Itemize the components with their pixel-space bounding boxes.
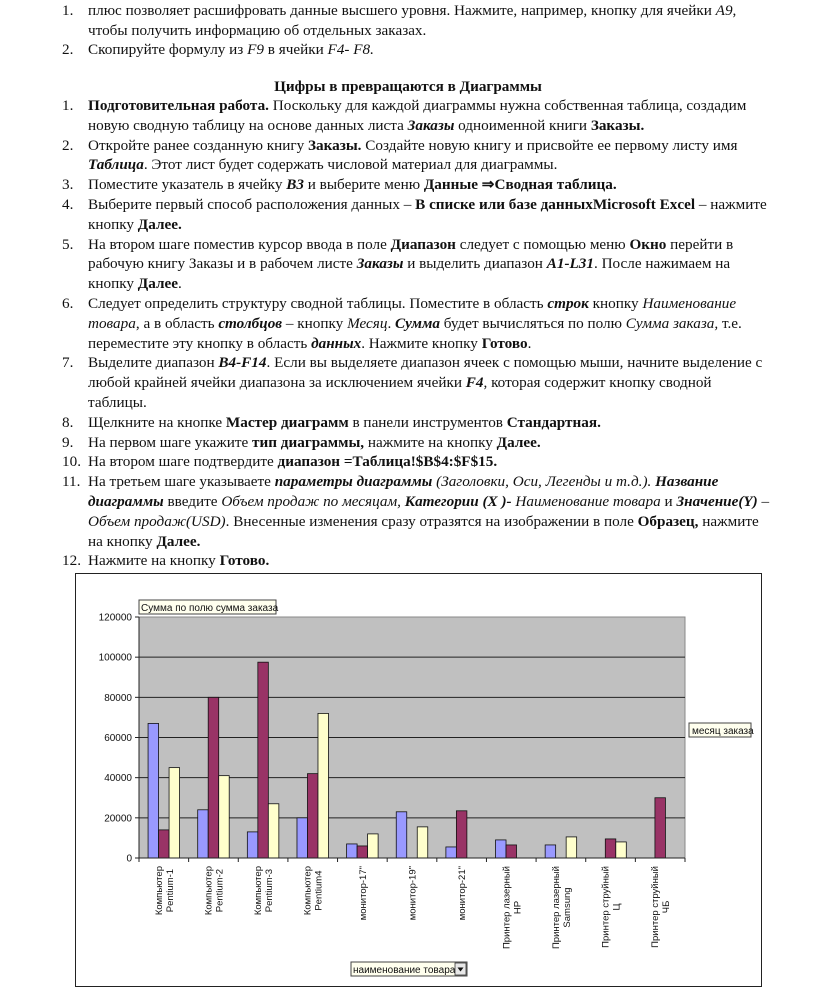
text-line <box>88 116 644 136</box>
text-run: Скопируйте формулу из <box>88 41 248 58</box>
text-run: товара <box>88 314 136 332</box>
category-label <box>457 866 468 920</box>
text-run: нажмите <box>698 512 759 530</box>
text-run: . Внесенные изменения сразу отразятся на изображении в поле <box>225 512 638 530</box>
category-label <box>501 866 523 949</box>
bar-series-3 <box>368 834 379 858</box>
text-line <box>88 254 730 274</box>
text-run: Сумма <box>395 314 440 332</box>
text-run: будет вычисляться по полю <box>439 314 626 332</box>
text-run: . <box>387 314 396 332</box>
bar-series-2 <box>159 830 170 858</box>
pivot-chart <box>75 573 762 987</box>
text-line <box>88 215 182 235</box>
category-label <box>650 866 672 948</box>
text-line <box>88 413 601 433</box>
text-run: Выберите первый способ расположения данных – <box>88 196 416 213</box>
text-run: Таблица <box>88 156 144 174</box>
text-line <box>88 492 769 512</box>
category-label-line: Ц <box>611 903 623 911</box>
text-run: Создайте новую книгу и присвойте ее первому листу имя <box>361 136 738 154</box>
text-run: F4- F8. <box>327 41 374 58</box>
text-run: Готово. <box>219 552 270 570</box>
text-run: и выделить диапазон <box>403 255 547 273</box>
data-field-button[interactable] <box>139 600 279 614</box>
category-label <box>358 866 369 920</box>
text-run: чтобы получить информацию об отдельных заказах. <box>88 21 427 39</box>
bar-series-3 <box>318 713 329 858</box>
text-run: , которая содержит кнопку сводной <box>483 374 712 392</box>
text-run: F9 <box>247 41 264 58</box>
text-run: Заказы <box>356 255 404 273</box>
category-label-line: Pentium-1 <box>164 868 176 913</box>
text-line <box>88 353 762 373</box>
text-run: Подготовительная работа. <box>88 97 269 114</box>
list-number: 12. <box>62 552 81 570</box>
text-run: рабочую книгу Заказы и в рабочем листе <box>88 255 357 273</box>
text-line <box>88 532 200 552</box>
text-run: B3 <box>286 176 304 194</box>
bar-series-1 <box>198 810 209 858</box>
text-run: Заказы. <box>308 136 362 154</box>
text-line <box>88 512 759 532</box>
list-number: 11. <box>62 473 81 491</box>
text-run: В списке или базе данныхMicrosoft Excel <box>415 196 696 213</box>
category-label <box>551 866 573 949</box>
category-label-line: ЧБ <box>661 900 673 914</box>
text-run: Мастер диаграмм <box>225 413 349 431</box>
category-label-line: Принтер струйный <box>600 866 612 948</box>
bar-series-2 <box>258 662 269 858</box>
text-run: плюс позволяет расшифровать данные высшего уровня. Нажмите, например, кнопку для ячейки <box>88 2 716 19</box>
bar-series-1 <box>247 832 258 858</box>
list-number: 1. <box>62 97 74 114</box>
bar-series-2 <box>605 839 616 858</box>
text-run: в панели инструментов <box>348 413 507 431</box>
y-tick-label: 120000 <box>98 612 132 624</box>
category-label <box>253 866 275 915</box>
category-label-line: Компьютер <box>253 866 265 916</box>
text-run: нажмите на кнопку <box>364 433 497 451</box>
category-label <box>303 866 325 915</box>
text-run: Далее <box>137 275 178 293</box>
series-field-button[interactable] <box>689 723 754 737</box>
text-line <box>88 472 718 492</box>
text-run: Значение(Y) <box>676 493 758 510</box>
y-tick-label: 80000 <box>104 692 132 704</box>
category-label-line: монитор-19" <box>407 866 419 921</box>
text-run: Наименование товара <box>511 493 661 510</box>
bar-series-3 <box>616 842 627 858</box>
text-run: . Этот лист будет содержать числовой материал для диаграммы. <box>143 156 558 174</box>
list-number: 1. <box>62 2 74 19</box>
category-field-button-label: наименование товара <box>353 965 456 976</box>
bar-series-2 <box>655 798 666 858</box>
y-tick-label: 60000 <box>104 733 132 744</box>
text-run: Поместите указатель в ячейку <box>88 176 287 194</box>
y-tick-label: 0 <box>126 853 132 865</box>
text-run: в ячейки <box>263 41 328 58</box>
category-label-line: Принтер лазерный <box>550 866 562 950</box>
text-run: данных <box>311 334 362 352</box>
bar-series-1 <box>297 818 308 858</box>
text-run: Поскольку для каждой диаграммы нужна собственная таблица, создадим <box>268 97 747 114</box>
text-run: Следует определить структуру сводной таблицы. Поместите в область <box>88 295 548 312</box>
text-line <box>88 1 736 21</box>
text-run: На третьем шаге указываете <box>88 473 275 491</box>
text-run: Данные ⇒Сводная таблица. <box>423 176 617 194</box>
text-run: следует с помощью меню <box>455 235 630 253</box>
text-run: – нажмите <box>695 196 767 213</box>
text-run: диапазон =Таблица!$B$4:$F$15. <box>277 453 498 471</box>
list-number: 2. <box>62 136 74 154</box>
text-run: . Если вы выделяете диапазон ячеек с помощью мыши, начните выделение с <box>266 354 763 372</box>
text-line <box>88 334 531 354</box>
text-run: Нажмите на кнопку <box>88 552 220 570</box>
text-line <box>88 452 497 472</box>
list-number: 7. <box>62 354 74 372</box>
text-run: Название <box>655 473 719 491</box>
bar-series-3 <box>417 827 428 858</box>
bar-series-2 <box>357 846 368 858</box>
bar-series-1 <box>446 847 457 858</box>
text-run: Месяц <box>347 314 388 332</box>
text-run: диаграммы <box>88 493 164 510</box>
text-run: Сумма заказа, <box>625 314 719 332</box>
text-line <box>88 551 269 571</box>
list-number: 2. <box>62 41 74 58</box>
text-run: новую сводную таблицу на основе данных листа <box>88 116 408 134</box>
text-run: На втором шаге поместив курсор ввода в поле <box>88 235 391 253</box>
text-run: Стандартная. <box>506 413 601 431</box>
category-label-line: Компьютер <box>153 866 165 916</box>
list-number: 6. <box>62 295 74 312</box>
text-run: кнопку <box>588 295 643 312</box>
text-line <box>88 373 712 393</box>
bar-series-3 <box>566 837 577 858</box>
text-line <box>88 175 617 195</box>
category-label-line: Принтер лазерный <box>501 866 513 950</box>
text-run: Наименование <box>642 295 737 312</box>
text-run: . <box>527 334 532 352</box>
text-run: Откройте ранее созданную книгу <box>88 136 308 154</box>
list-number: 4. <box>62 196 74 213</box>
bar-series-2 <box>208 697 219 858</box>
category-label <box>203 866 225 915</box>
text-run: Далее. <box>156 532 201 550</box>
text-run: Заказы <box>407 116 455 134</box>
category-label <box>154 866 176 915</box>
text-run: строк <box>547 295 589 312</box>
text-run: , <box>732 2 737 19</box>
text-run: B4-F14 <box>218 354 267 372</box>
text-run: на кнопку <box>88 532 157 550</box>
text-line <box>88 195 767 215</box>
text-line <box>88 314 742 334</box>
text-run: . После нажимаем на <box>593 255 731 273</box>
bar-series-1 <box>347 844 358 858</box>
section-heading: Цифры в превращаются в Диаграммы <box>274 78 542 95</box>
text-run: столбцов <box>218 314 283 332</box>
category-label-line: Принтер струйный <box>650 866 662 948</box>
text-run: тип диаграммы, <box>252 433 365 451</box>
text-run: Далее. <box>496 433 541 451</box>
text-run: Окно <box>629 235 667 253</box>
text-run: F4 <box>465 374 484 392</box>
bar-series-2 <box>456 811 467 858</box>
category-label-line: HP <box>512 900 524 915</box>
category-label-line: Компьютер <box>302 866 314 916</box>
list-number: 9. <box>62 433 74 451</box>
text-run: Диапазон <box>390 235 456 253</box>
text-run: Выделите диапазон <box>88 354 219 372</box>
bar-series-1 <box>396 812 407 858</box>
text-run: кнопку <box>88 275 138 293</box>
text-run: любой крайней ячейки диапазона за исключением ячейки <box>88 374 466 392</box>
text-run: . Нажмите кнопку <box>361 334 482 352</box>
text-run: – кнопку <box>282 314 348 332</box>
y-tick-label: 20000 <box>104 813 132 825</box>
text-run: A9 <box>715 2 733 19</box>
bar-series-1 <box>148 723 159 858</box>
text-line <box>88 393 147 413</box>
list-number: 10. <box>62 453 81 471</box>
text-run: Готово <box>481 334 528 352</box>
text-line <box>88 433 541 453</box>
list-number: 5. <box>62 235 74 253</box>
category-label-line: монитор-17" <box>357 866 369 921</box>
text-line <box>88 235 733 255</box>
bar-series-2 <box>307 774 318 858</box>
text-run: Заказы. <box>590 116 645 134</box>
y-tick-label: 100000 <box>98 652 132 664</box>
text-run: – <box>757 493 770 510</box>
bar-series-3 <box>268 804 279 858</box>
bar-series-3 <box>169 768 180 858</box>
text-run: параметры диаграммы <box>274 473 433 491</box>
text-run: одноименной книги <box>454 116 591 134</box>
text-run: т.е. <box>718 314 742 332</box>
text-run: . <box>177 275 182 293</box>
text-run: перейти в <box>666 235 734 253</box>
text-line <box>88 294 736 314</box>
category-label-line: Samsung <box>561 887 573 928</box>
text-run: переместите эту кнопку в область <box>88 334 312 352</box>
category-label-line: Pentium4 <box>313 870 325 911</box>
category-label-line: Pentium-2 <box>214 868 226 913</box>
category-labels <box>154 866 672 949</box>
text-run: , а в область <box>135 314 219 332</box>
text-line <box>88 21 426 41</box>
bar-series-3 <box>219 776 230 858</box>
bar-series-1 <box>496 840 507 858</box>
data-field-button-label: Сумма по полю сумма заказа <box>141 603 279 614</box>
text-line <box>88 274 182 294</box>
category-label-line: Компьютер <box>203 866 215 916</box>
text-run: введите <box>163 493 222 510</box>
text-line <box>88 136 737 156</box>
text-run: На первом шаге укажите <box>88 433 253 451</box>
text-run: Объем продаж(USD) <box>88 512 226 530</box>
category-label <box>601 866 623 948</box>
text-line <box>88 96 746 116</box>
text-run: кнопку <box>88 215 138 233</box>
category-label <box>408 866 419 920</box>
text-run: (Заголовки, Оси, Легенды и т.д.). <box>432 473 656 491</box>
text-run: Далее. <box>137 215 182 233</box>
text-run: A1-L31 <box>546 255 594 273</box>
text-line <box>88 155 557 175</box>
text-run: Образец, <box>637 512 699 530</box>
text-run: и <box>660 493 677 510</box>
text-run: и выберите меню <box>303 176 424 194</box>
chart-svg <box>76 574 760 985</box>
text-run: На втором шаге подтвердите <box>88 453 278 471</box>
text-line <box>88 40 374 60</box>
y-tick-label: 40000 <box>104 773 132 785</box>
text-run: Объем продаж по месяцам, <box>221 493 401 510</box>
list-number: 8. <box>62 413 74 431</box>
text-run: таблицы. <box>88 394 147 411</box>
category-field-button[interactable] <box>351 962 467 976</box>
series-field-button-label: месяц заказа <box>692 726 754 737</box>
bar-series-2 <box>506 845 516 858</box>
text-run: Категории (X )- <box>404 493 512 510</box>
bar-series-1 <box>545 845 556 858</box>
category-label-line: монитор-21" <box>457 866 469 921</box>
list-number: 3. <box>62 176 74 194</box>
category-label-line: Pentium-3 <box>264 868 276 913</box>
text-run: Щелкните на кнопке <box>88 413 226 431</box>
